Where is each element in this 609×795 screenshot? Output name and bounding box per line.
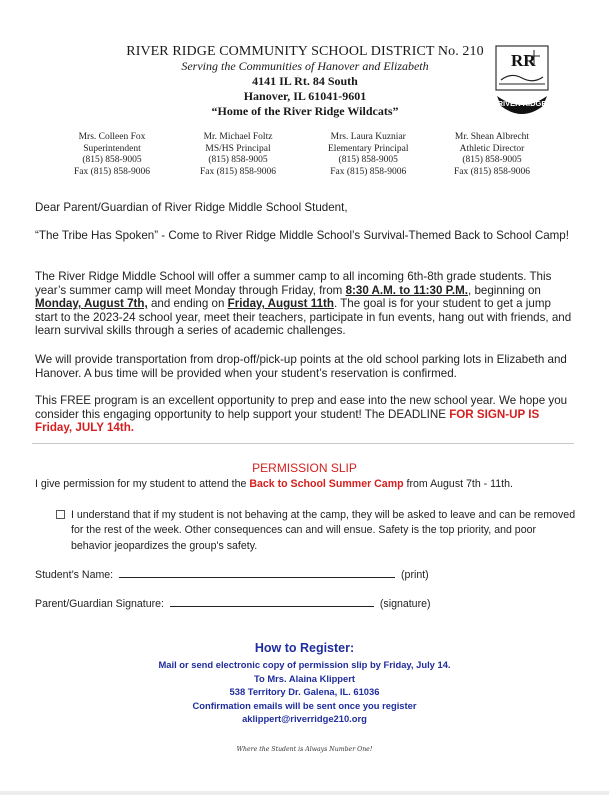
staff-fax: Fax (815) 858-9006 — [74, 166, 150, 177]
student-name-suffix: (print) — [401, 569, 429, 581]
staff-fax: Fax (815) 858-9006 — [330, 166, 407, 177]
letter-headline: “The Tribe Has Spoken” - Come to River Ridge Middle School’s Survival-Themed Back to School Camp! — [35, 229, 569, 242]
staff-title: Athletic Director — [459, 143, 525, 154]
permission-text-a: I give permission for my student to attend the — [35, 478, 250, 490]
register-address: 538 Territory Dr. Galena, IL. 61036 — [229, 686, 380, 697]
staff-title: Superintendent — [83, 143, 141, 154]
permission-statement — [35, 478, 513, 490]
serving-line: Serving the Communities of Hanover and Elizabeth — [181, 59, 429, 73]
camp-start-date: Monday, August 7th, — [35, 297, 148, 311]
student-name-label: Student’s Name: — [35, 569, 114, 581]
consent-text: I understand that if my student is not behaving at the camp, they will be asked to leave and can be removed for the rest of the week. Other consequences can and will ensue. Safety is the top priority, and poor behavior jeopardizes the group's safety. — [71, 509, 576, 552]
permission-text-b: from August 7th - 11th. — [403, 478, 513, 490]
staff-fax: Fax (815) 858-9006 — [454, 166, 530, 177]
staff-fax: Fax (815) 858-9006 — [200, 166, 276, 177]
permission-slip-title: PERMISSION SLIP — [252, 461, 357, 475]
logo-text: RIVER RIDGE — [497, 99, 547, 108]
staff-name: Mrs. Laura Kuzniar — [330, 132, 406, 142]
district-name: RIVER RIDGE COMMUNITY SCHOOL DISTRICT No. 210 — [126, 44, 484, 59]
address-line-1: 4141 IL Rt. 84 South — [252, 74, 358, 88]
district-logo — [491, 44, 553, 116]
staff-phone: (815) 858-9005 — [338, 155, 398, 165]
student-name-line[interactable] — [119, 568, 395, 578]
address-line-2: Hanover, IL 61041-9601 — [243, 89, 367, 103]
consent-checkbox[interactable] — [56, 510, 65, 519]
register-title: How to Register: — [254, 641, 355, 655]
staff-phone: (815) 858-9005 — [208, 155, 268, 165]
staff-principal — [200, 132, 276, 178]
student-name-field — [35, 568, 429, 581]
register-confirmation: Confirmation emails will be sent once you register — [192, 700, 417, 711]
paragraph-deadline — [35, 394, 575, 435]
camp-end-date: Friday, August 11th — [227, 297, 334, 311]
staff-athletic-director — [454, 132, 530, 178]
staff-phone: (815) 858-9005 — [82, 155, 142, 165]
section-divider — [32, 443, 574, 444]
staff-title: Elementary Principal — [328, 143, 409, 154]
register-recipient: To Mrs. Alaina Klippert — [253, 673, 356, 684]
guardian-signature-label: Parent/Guardian Signature: — [35, 598, 164, 610]
deadline-text: FOR SIGN-UP IS Friday, JULY 14th. — [35, 407, 540, 435]
logo-letters: RR — [511, 51, 536, 70]
tagline: Where the Student is Always Number One! — [236, 746, 373, 753]
staff-title: MS/HS Principal — [205, 143, 271, 154]
register-mail-line: Mail or send electronic copy of permission slip by Friday, July 14. — [158, 659, 451, 670]
staff-name: Mr. Shean Albrecht — [454, 132, 530, 142]
salutation: Dear Parent/Guardian of River Ridge Middle School Student, — [35, 201, 348, 214]
camp-hours: 8:30 A.M. to 11:30 P.M. — [345, 283, 468, 297]
staff-phone: (815) 858-9005 — [462, 155, 522, 165]
page-bottom-edge — [0, 791, 609, 795]
staff-elementary-principal — [328, 132, 408, 178]
paragraph-camp-details — [35, 270, 575, 338]
guardian-signature-suffix: (signature) — [379, 598, 431, 610]
p1-text-a: The River Ridge Middle School will offer a summer camp to all incoming 6th-8th grade students. This year’s summer camp will meet Monday through Friday, from — [35, 270, 552, 297]
paragraph-transportation: We will provide transportation from drop-off/pick-up points at the old school parking lots in Elizabeth and Hanover. A bus time will be provided when your student’s reservation is confirmed. — [35, 353, 567, 380]
motto: “Home of the River Ridge Wildcats” — [211, 104, 399, 118]
p1-text-c: and ending on — [147, 297, 228, 311]
register-email-link[interactable]: aklippert@riverridge210.org — [242, 713, 367, 724]
letterhead — [100, 44, 510, 119]
guardian-signature-field — [35, 597, 431, 610]
staff-superintendent — [74, 132, 150, 178]
p3-text: This FREE program is an excellent opportunity to prep and ease into the new school year. We hope you consider this engaging opportunity to help support your student! The DEADLINE — [35, 394, 568, 421]
staff-name: Mrs. Colleen Fox — [78, 132, 146, 142]
guardian-signature-line[interactable] — [170, 597, 374, 607]
staff-name: Mr. Michael Foltz — [203, 132, 273, 142]
camp-name: Back to School Summer Camp — [249, 478, 404, 490]
p1-text-b: , beginning on — [468, 283, 541, 297]
p1-text-d: . The goal is for your student to get a jump start to the 2023-24 school year, meet their teachers, participate in fun events, hang out with friends, and learn survival skills through a series of academic challenges. — [35, 297, 572, 338]
